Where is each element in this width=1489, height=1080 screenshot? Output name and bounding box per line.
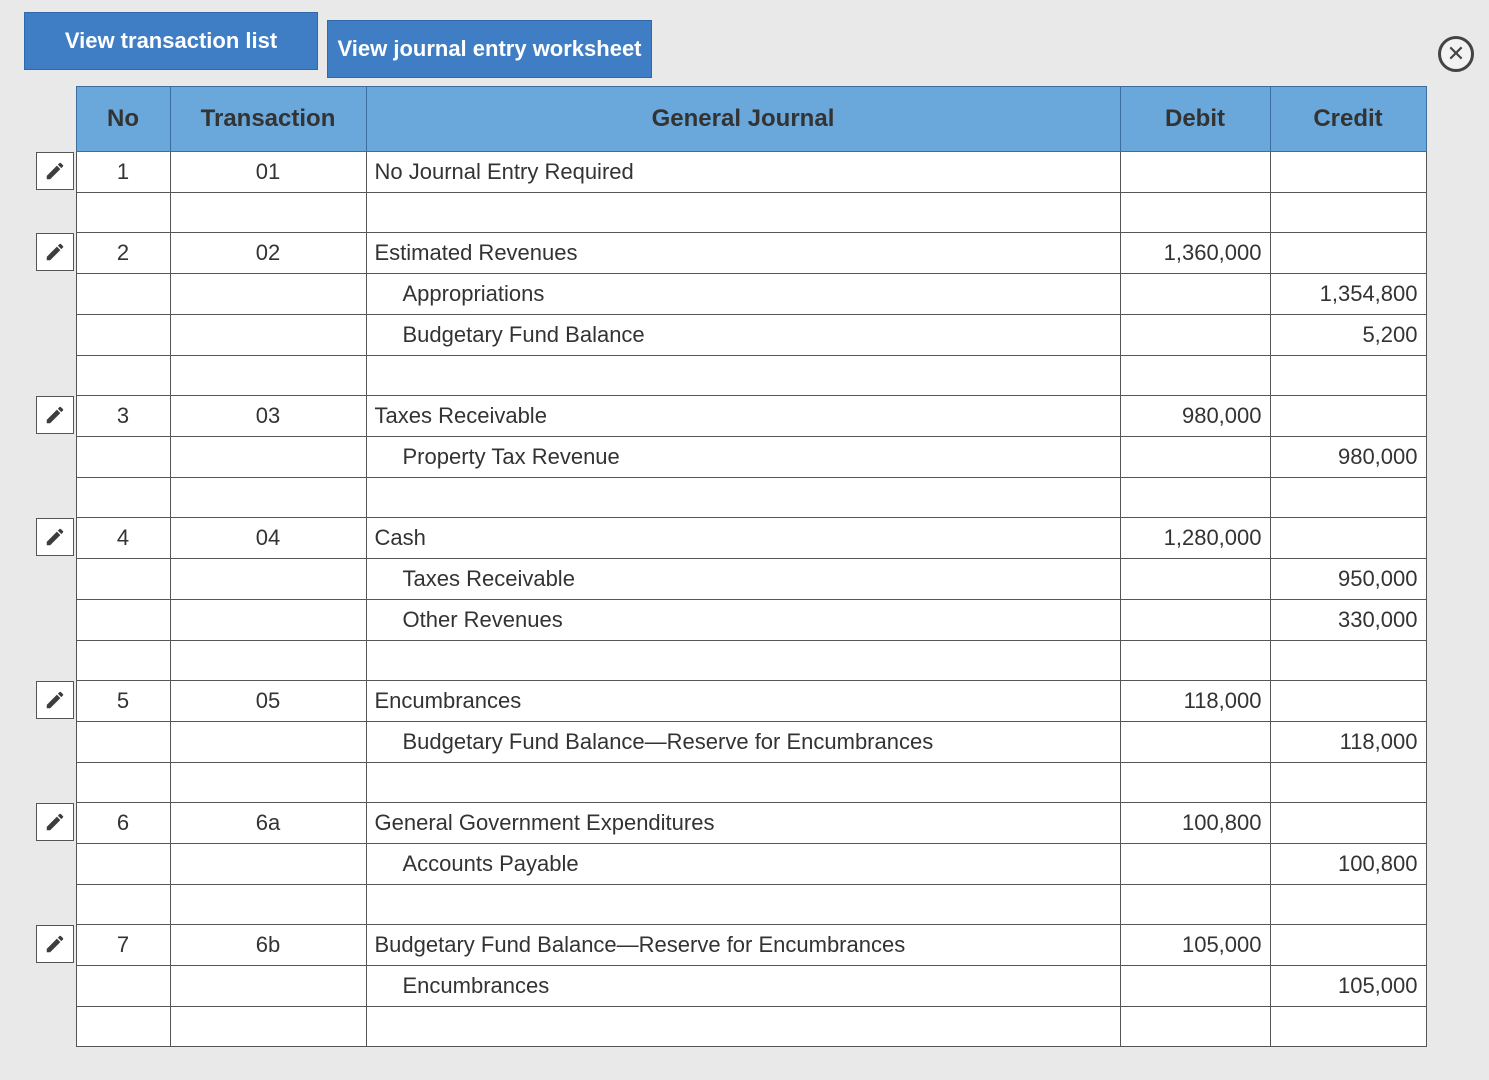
account-cell: Encumbrances bbox=[366, 681, 1120, 722]
edit-pencil-icon[interactable] bbox=[36, 803, 74, 841]
edit-cell bbox=[36, 233, 76, 274]
transaction-cell bbox=[170, 193, 366, 233]
transaction-cell: 6b bbox=[170, 925, 366, 966]
account-cell: Encumbrances bbox=[366, 966, 1120, 1007]
account-cell: General Government Expenditures bbox=[366, 803, 1120, 844]
entry-no-cell bbox=[76, 315, 170, 356]
table-row bbox=[36, 437, 1426, 478]
transaction-cell bbox=[170, 844, 366, 885]
table-row bbox=[36, 803, 1426, 844]
account-cell bbox=[366, 193, 1120, 233]
debit-cell bbox=[1120, 763, 1270, 803]
table-row bbox=[36, 518, 1426, 559]
edit-column-header bbox=[36, 87, 76, 152]
account-cell: Estimated Revenues bbox=[366, 233, 1120, 274]
table-row bbox=[36, 274, 1426, 315]
entry-no-cell bbox=[76, 763, 170, 803]
entry-no-cell bbox=[76, 559, 170, 600]
account-cell bbox=[366, 1007, 1120, 1047]
edit-cell bbox=[36, 641, 76, 681]
transaction-cell: 01 bbox=[170, 152, 366, 193]
account-cell: Budgetary Fund Balance—Reserve for Encumbrances bbox=[366, 722, 1120, 763]
account-cell bbox=[366, 478, 1120, 518]
transaction-cell bbox=[170, 274, 366, 315]
account-cell: Taxes Receivable bbox=[366, 559, 1120, 600]
edit-cell bbox=[36, 518, 76, 559]
credit-cell bbox=[1270, 1007, 1426, 1047]
edit-cell bbox=[36, 763, 76, 803]
credit-header: Credit bbox=[1270, 87, 1426, 152]
account-cell: No Journal Entry Required bbox=[366, 152, 1120, 193]
debit-cell bbox=[1120, 722, 1270, 763]
edit-cell bbox=[36, 681, 76, 722]
spacer-row bbox=[36, 763, 1426, 803]
spacer-row bbox=[36, 885, 1426, 925]
account-cell: Appropriations bbox=[366, 274, 1120, 315]
spacer-row bbox=[36, 193, 1426, 233]
edit-cell bbox=[36, 1007, 76, 1047]
edit-cell bbox=[36, 437, 76, 478]
debit-cell bbox=[1120, 559, 1270, 600]
view-journal-entry-worksheet-button[interactable]: View journal entry worksheet bbox=[327, 20, 652, 78]
entry-no-cell: 1 bbox=[76, 152, 170, 193]
edit-cell bbox=[36, 478, 76, 518]
account-cell: Taxes Receivable bbox=[366, 396, 1120, 437]
general-journal-table bbox=[36, 86, 1427, 1047]
table-row bbox=[36, 396, 1426, 437]
edit-pencil-icon[interactable] bbox=[36, 518, 74, 556]
edit-pencil-icon[interactable] bbox=[36, 681, 74, 719]
entry-no-cell: 4 bbox=[76, 518, 170, 559]
spacer-row bbox=[36, 641, 1426, 681]
table-row bbox=[36, 722, 1426, 763]
credit-cell bbox=[1270, 193, 1426, 233]
edit-cell bbox=[36, 396, 76, 437]
debit-header: Debit bbox=[1120, 87, 1270, 152]
transaction-cell bbox=[170, 559, 366, 600]
credit-cell bbox=[1270, 803, 1426, 844]
entry-no-cell bbox=[76, 478, 170, 518]
account-cell bbox=[366, 641, 1120, 681]
debit-cell: 1,280,000 bbox=[1120, 518, 1270, 559]
table-row bbox=[36, 559, 1426, 600]
credit-cell: 950,000 bbox=[1270, 559, 1426, 600]
debit-cell: 980,000 bbox=[1120, 396, 1270, 437]
edit-cell bbox=[36, 803, 76, 844]
entry-no-cell bbox=[76, 1007, 170, 1047]
edit-cell bbox=[36, 722, 76, 763]
transaction-cell bbox=[170, 478, 366, 518]
debit-cell: 118,000 bbox=[1120, 681, 1270, 722]
edit-pencil-icon[interactable] bbox=[36, 925, 74, 963]
debit-cell: 105,000 bbox=[1120, 925, 1270, 966]
debit-cell bbox=[1120, 315, 1270, 356]
transaction-cell: 6a bbox=[170, 803, 366, 844]
edit-cell bbox=[36, 152, 76, 193]
credit-cell bbox=[1270, 233, 1426, 274]
entry-no-cell bbox=[76, 600, 170, 641]
edit-cell bbox=[36, 274, 76, 315]
table-row bbox=[36, 152, 1426, 193]
transaction-cell bbox=[170, 315, 366, 356]
credit-cell: 100,800 bbox=[1270, 844, 1426, 885]
edit-cell bbox=[36, 966, 76, 1007]
credit-cell bbox=[1270, 152, 1426, 193]
debit-cell bbox=[1120, 1007, 1270, 1047]
edit-cell bbox=[36, 600, 76, 641]
entry-no-cell bbox=[76, 885, 170, 925]
entry-no-cell bbox=[76, 437, 170, 478]
view-transaction-list-button[interactable]: View transaction list bbox=[24, 12, 318, 70]
transaction-cell bbox=[170, 600, 366, 641]
transaction-cell: 02 bbox=[170, 233, 366, 274]
entry-no-cell bbox=[76, 844, 170, 885]
account-cell bbox=[366, 885, 1120, 925]
account-cell: Cash bbox=[366, 518, 1120, 559]
debit-cell bbox=[1120, 274, 1270, 315]
transaction-cell bbox=[170, 763, 366, 803]
account-cell: Property Tax Revenue bbox=[366, 437, 1120, 478]
table-row bbox=[36, 844, 1426, 885]
entry-no-cell bbox=[76, 356, 170, 396]
credit-cell: 118,000 bbox=[1270, 722, 1426, 763]
table-row bbox=[36, 925, 1426, 966]
credit-cell: 5,200 bbox=[1270, 315, 1426, 356]
credit-cell: 980,000 bbox=[1270, 437, 1426, 478]
entry-no-cell bbox=[76, 966, 170, 1007]
spacer-row bbox=[36, 1007, 1426, 1047]
close-icon[interactable]: ✕ bbox=[1438, 36, 1474, 72]
transaction-header: Transaction bbox=[170, 87, 366, 152]
spacer-row bbox=[36, 478, 1426, 518]
spacer-row bbox=[36, 356, 1426, 396]
general-journal-header: General Journal bbox=[366, 87, 1120, 152]
credit-cell bbox=[1270, 681, 1426, 722]
table-row bbox=[36, 233, 1426, 274]
transaction-cell: 05 bbox=[170, 681, 366, 722]
debit-cell bbox=[1120, 356, 1270, 396]
table-row bbox=[36, 315, 1426, 356]
credit-cell bbox=[1270, 356, 1426, 396]
account-cell: Accounts Payable bbox=[366, 844, 1120, 885]
entry-no-cell: 6 bbox=[76, 803, 170, 844]
account-cell: Other Revenues bbox=[366, 600, 1120, 641]
entry-no-cell: 7 bbox=[76, 925, 170, 966]
transaction-cell bbox=[170, 1007, 366, 1047]
debit-cell bbox=[1120, 437, 1270, 478]
debit-cell: 100,800 bbox=[1120, 803, 1270, 844]
credit-cell: 105,000 bbox=[1270, 966, 1426, 1007]
edit-cell bbox=[36, 356, 76, 396]
credit-cell bbox=[1270, 518, 1426, 559]
debit-cell bbox=[1120, 885, 1270, 925]
debit-cell bbox=[1120, 152, 1270, 193]
credit-cell bbox=[1270, 396, 1426, 437]
edit-pencil-icon[interactable] bbox=[36, 396, 74, 434]
edit-cell bbox=[36, 885, 76, 925]
transaction-cell bbox=[170, 641, 366, 681]
debit-cell bbox=[1120, 966, 1270, 1007]
entry-no-cell bbox=[76, 193, 170, 233]
transaction-cell bbox=[170, 356, 366, 396]
journal-body bbox=[36, 152, 1426, 1047]
edit-cell bbox=[36, 315, 76, 356]
entry-no-cell: 5 bbox=[76, 681, 170, 722]
debit-cell bbox=[1120, 844, 1270, 885]
transaction-cell bbox=[170, 437, 366, 478]
account-cell bbox=[366, 356, 1120, 396]
transaction-cell: 04 bbox=[170, 518, 366, 559]
journal-table-container bbox=[36, 86, 1426, 1047]
transaction-cell: 03 bbox=[170, 396, 366, 437]
credit-cell: 330,000 bbox=[1270, 600, 1426, 641]
table-row bbox=[36, 600, 1426, 641]
credit-cell bbox=[1270, 478, 1426, 518]
edit-cell bbox=[36, 193, 76, 233]
entry-no-cell: 3 bbox=[76, 396, 170, 437]
account-cell: Budgetary Fund Balance bbox=[366, 315, 1120, 356]
entry-no-cell bbox=[76, 641, 170, 681]
table-row bbox=[36, 681, 1426, 722]
credit-cell bbox=[1270, 925, 1426, 966]
debit-cell bbox=[1120, 193, 1270, 233]
entry-no-cell: 2 bbox=[76, 233, 170, 274]
credit-cell bbox=[1270, 763, 1426, 803]
edit-pencil-icon[interactable] bbox=[36, 233, 74, 271]
credit-cell bbox=[1270, 885, 1426, 925]
debit-cell bbox=[1120, 478, 1270, 518]
debit-cell bbox=[1120, 600, 1270, 641]
debit-cell: 1,360,000 bbox=[1120, 233, 1270, 274]
no-header: No bbox=[76, 87, 170, 152]
edit-cell bbox=[36, 559, 76, 600]
transaction-cell bbox=[170, 966, 366, 1007]
table-row bbox=[36, 966, 1426, 1007]
table-header-row bbox=[36, 87, 1426, 152]
debit-cell bbox=[1120, 641, 1270, 681]
entry-no-cell bbox=[76, 274, 170, 315]
edit-cell bbox=[36, 844, 76, 885]
account-cell bbox=[366, 763, 1120, 803]
edit-pencil-icon[interactable] bbox=[36, 152, 74, 190]
transaction-cell bbox=[170, 885, 366, 925]
credit-cell bbox=[1270, 641, 1426, 681]
edit-cell bbox=[36, 925, 76, 966]
account-cell: Budgetary Fund Balance—Reserve for Encumbrances bbox=[366, 925, 1120, 966]
transaction-cell bbox=[170, 722, 366, 763]
credit-cell: 1,354,800 bbox=[1270, 274, 1426, 315]
entry-no-cell bbox=[76, 722, 170, 763]
